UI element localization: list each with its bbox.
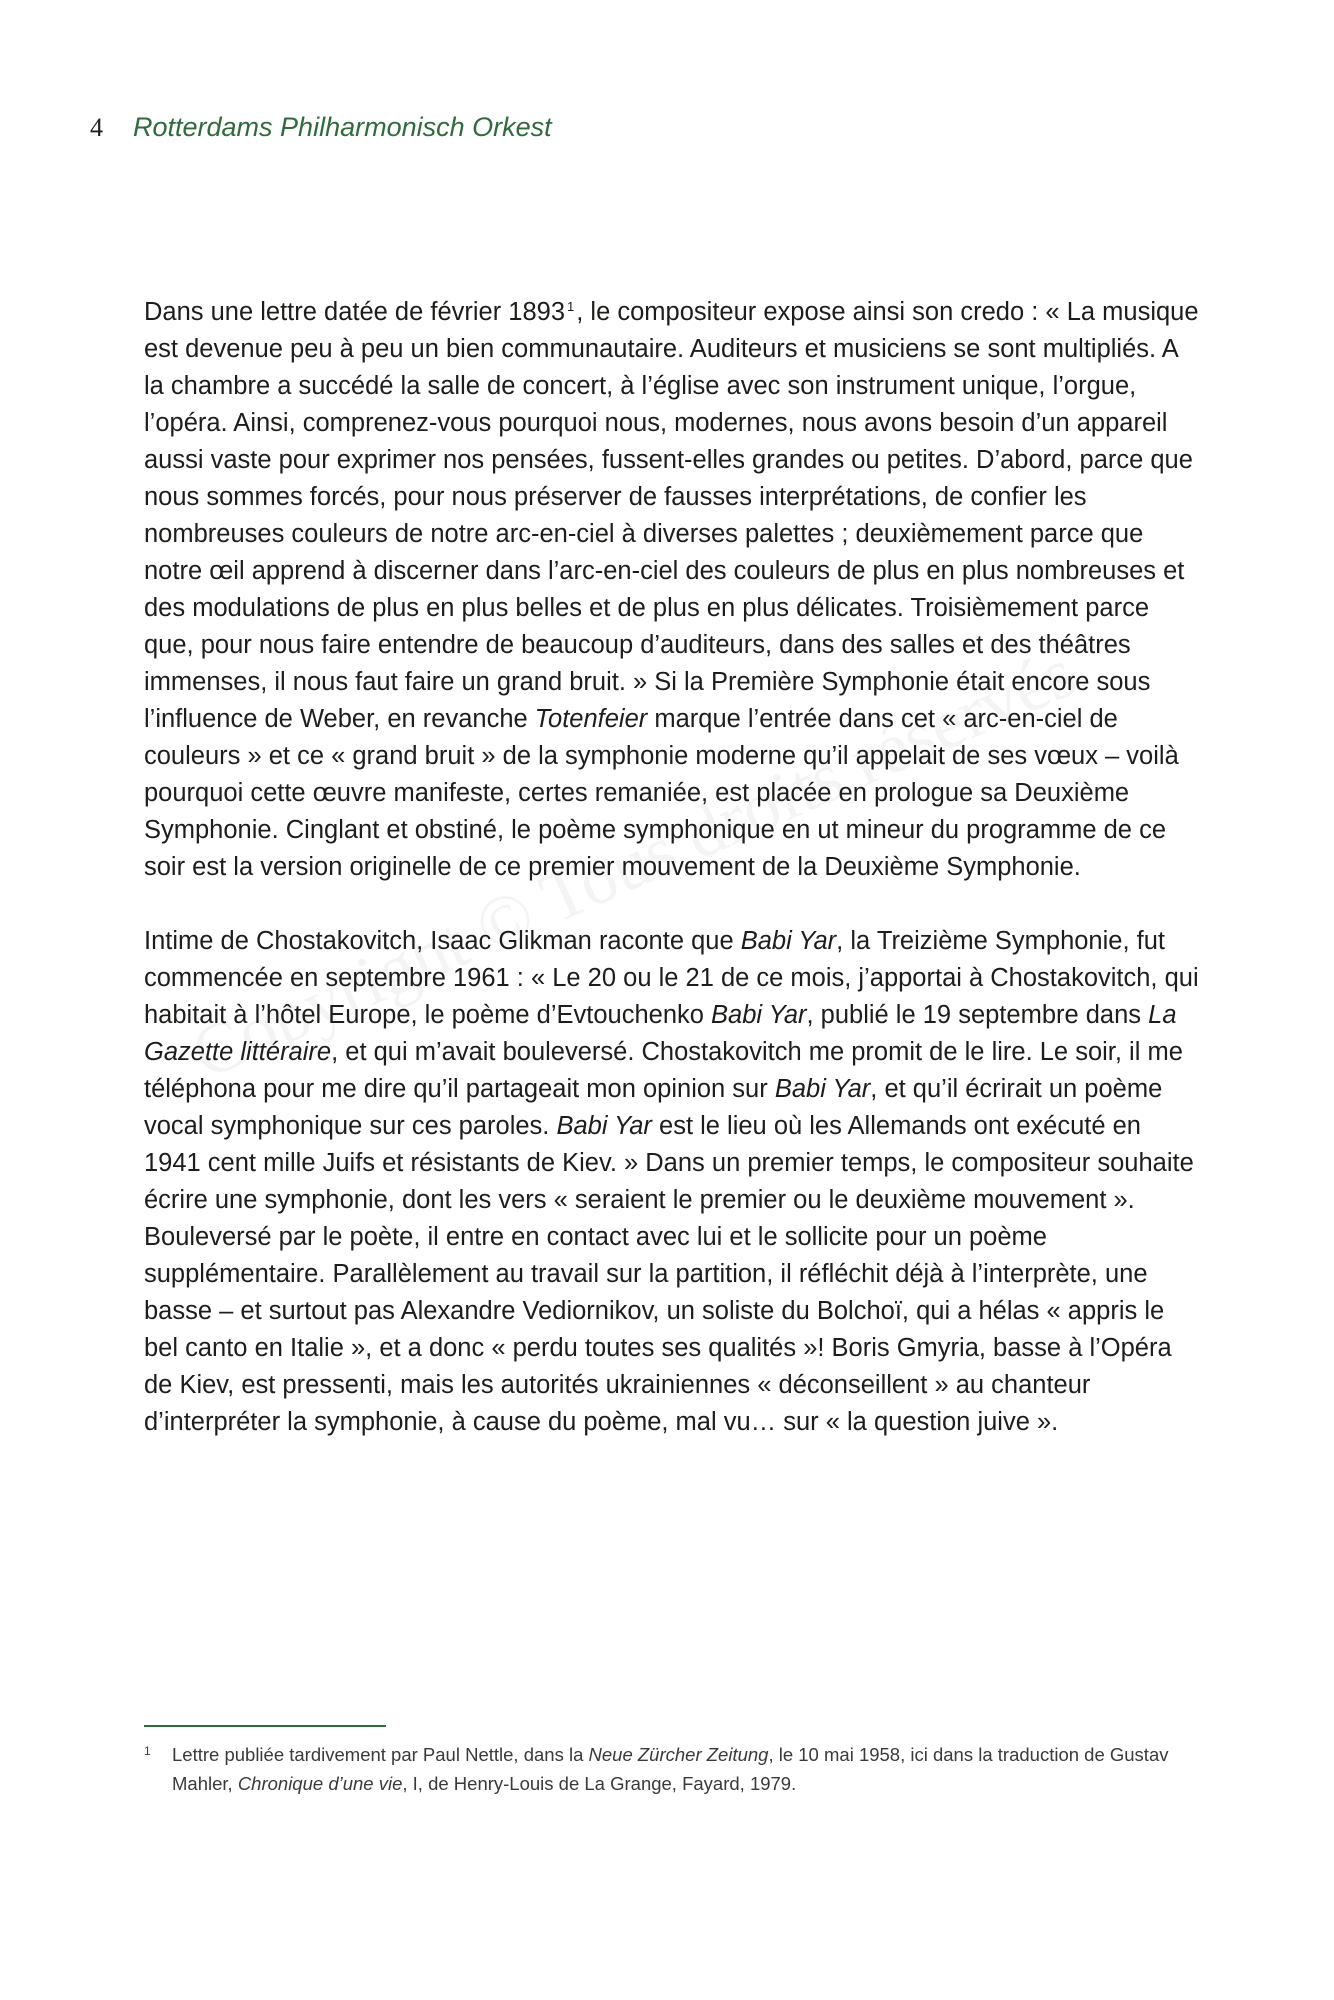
- italic-title: Chronique d’une vie: [237, 1773, 403, 1794]
- text-run: Dans une lettre datée de février 1893: [144, 298, 566, 326]
- paragraph-mahler-totenfeier: [144, 294, 1204, 886]
- italic-title: La Gazette littéraire: [144, 1001, 1177, 1066]
- footnote-text: [172, 1740, 1204, 1798]
- text-run: Lettre publiée tardivement par Paul Nettle, dans la: [172, 1744, 589, 1765]
- italic-title: Neue Zürcher Zeitung: [588, 1744, 769, 1765]
- footnote-divider: [144, 1725, 386, 1727]
- text-run: Intime de Chostakovitch, Isaac Glikman raconte que: [144, 927, 741, 955]
- text-run: , et qui m’avait bouleversé. Chostakovitch me promit de le lire. Le soir, il me téléphona pour me dire qu’il partageait mon opinion sur: [144, 1038, 1183, 1103]
- italic-title: Babi Yar: [711, 1001, 807, 1029]
- italic-title: Babi Yar: [556, 1112, 652, 1140]
- text-run: , le 10 mai 1958, ici dans la traduction de Gustav Mahler,: [172, 1744, 1169, 1794]
- page-number: 4: [90, 113, 103, 142]
- italic-title: Totenfeier: [534, 705, 648, 733]
- publication-title: Rotterdams Philharmonisch Orkest: [133, 112, 552, 142]
- footnote-reference: 1: [567, 298, 575, 314]
- footnote-number: 1: [144, 1744, 151, 1758]
- article-body: [144, 294, 1204, 1441]
- text-run: , publié le 19 septembre dans: [806, 1001, 1149, 1029]
- italic-title: Babi Yar: [774, 1075, 871, 1103]
- footnote: [144, 1740, 1204, 1798]
- text-run: est le lieu où les Allemands ont exécuté en 1941 cent mille Juifs et résistants de Kiev. » Dans un premier temps, le compositeur souhaite écrire une symphonie, dont les vers « seraient le premier ou le deuxième mouvement ». Bouleversé par le poète, il entre en contact avec lui et le sollicite pour un poème supplémentaire. Parallèlement au travail sur la partition, il réfléchit déjà à l’interprète, une basse – et surtout pas Alexandre Vediornikov, un soliste du Bolchoï, qui a hélas « appris le bel canto en Italie », et a donc « perdu toutes ses qualités »! Boris Gmyria, basse à l’Opéra de Kiev, est pressenti, mais les autorités ukrainiennes « déconseillent » au chanteur d’interpréter la symphonie, à cause du poème, mal vu… sur « la question juive ».: [144, 1112, 1194, 1436]
- text-run: marque l’entrée dans cet « arc-en-ciel de couleurs » et ce « grand bruit » de la symphonie moderne qu’il appelait de ses vœux – voilà pourquoi cette œuvre manifeste, certes remaniée, est placée en prologue sa Deuxième Symphonie. Cinglant et obstiné, le poème symphonique en ut mineur du programme de ce soir est la version originelle de ce premier mouvement de la Deuxième Symphonie.: [144, 705, 1179, 881]
- text-run: , le compositeur expose ainsi son credo : « La musique est devenue peu à peu un bien communautaire. Auditeurs et musiciens se sont multipliés. A la chambre a succédé la salle de concert, à l’église avec son instrument unique, l’orgue, l’opéra. Ainsi, comprenez-vous pourquoi nous, modernes, nous avons besoin d’un appareil aussi vaste pour exprimer nos pensées, fussent-elles grandes ou petites. D’abord, parce que nous sommes forcés, pour nous préserver de fausses interprétations, de confier les nombreuses couleurs de notre arc-en-ciel à diverses palettes ; deuxièmement parce que notre œil apprend à discerner dans l’arc-en-ciel des couleurs de plus en plus nombreuses et des modulations de plus en plus belles et de plus en plus délicates. Troisièmement parce que, pour nous faire entendre de beaucoup d’auditeurs, dans des salles et des théâtres immenses, il nous faut faire un grand bruit. » Si la Première Symphonie était encore sous l’influence de Weber, en revanche: [144, 298, 1199, 733]
- text-run: , et qu’il écrirait un poème vocal symphonique sur ces paroles.: [144, 1075, 1163, 1140]
- text-run: , la Treizième Symphonie, fut commencée en septembre 1961 : « Le 20 ou le 21 de ce mois, j’apportai à Chostakovitch, qui habitait à l’hôtel Europe, le poème d’Evtouchenko: [144, 927, 1199, 1029]
- paragraph-chostakovitch-babi-yar: [144, 923, 1204, 1441]
- running-header: [90, 112, 552, 152]
- italic-title: Babi Yar: [740, 927, 837, 955]
- text-run: , I, de Henry-Louis de La Grange, Fayard, 1979.: [402, 1773, 797, 1794]
